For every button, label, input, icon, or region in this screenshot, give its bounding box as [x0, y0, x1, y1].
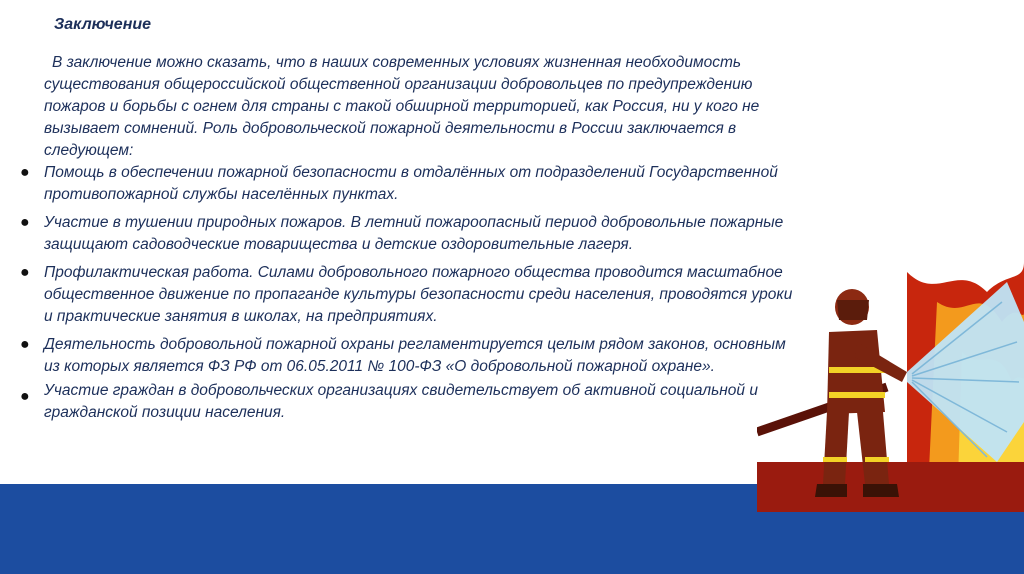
list-item-text: Профилактическая работа. Силами добровольного пожарного общества проводится масштабное общественное движение по пропаганде культуры безопасности среди населения, проводятся уроки и практические занятия в школах, на предприятиях. [44, 264, 793, 325]
bullet-icon: ● [20, 164, 30, 181]
list-item-text: Участие в тушении природных пожаров. В летний пожароопасный период добровольные пожарные защищают садоводческие товарищества и детские оздоровительные лагеря. [44, 214, 784, 253]
list-item-text: Участие граждан в добровольческих организациях свидетельствует об активной социальной и гражданской позиции населения. [44, 382, 758, 421]
list-item [18, 162, 798, 206]
list-item [18, 380, 798, 424]
bullet-list [18, 162, 798, 424]
slide-title: Заключение [54, 16, 152, 33]
slide-body [18, 52, 798, 424]
bullet-icon: ● [20, 336, 30, 353]
firefighter-icon [757, 262, 1024, 512]
bullet-icon: ● [20, 264, 30, 281]
list-item [18, 334, 798, 378]
list-item-text: Помощь в обеспечении пожарной безопасности в отдалённых от подразделений Государственной противопожарной службы населённых пунктах. [44, 164, 778, 203]
intro-paragraph: В заключение можно сказать, что в наших современных условиях жизненная необходимость существования общероссийской общественной организации добровольцев по предупреждению пожаров и борьбы с огнем для страны с такой обширной территорией, как Россия, ни у кого не вызывает сомнений. Роль добровольческой пожарной деятельности в России заключается в следующем: [44, 54, 760, 159]
list-item [18, 212, 798, 256]
list-item [18, 262, 798, 328]
bullet-icon: ● [20, 214, 30, 231]
bullet-icon: ● [20, 388, 30, 405]
list-item-text: Деятельность добровольной пожарной охраны регламентируется целым рядом законов, основным из которых является ФЗ РФ от 06.05.2011 № 100-ФЗ «О добровольной пожарной охране». [44, 336, 786, 375]
